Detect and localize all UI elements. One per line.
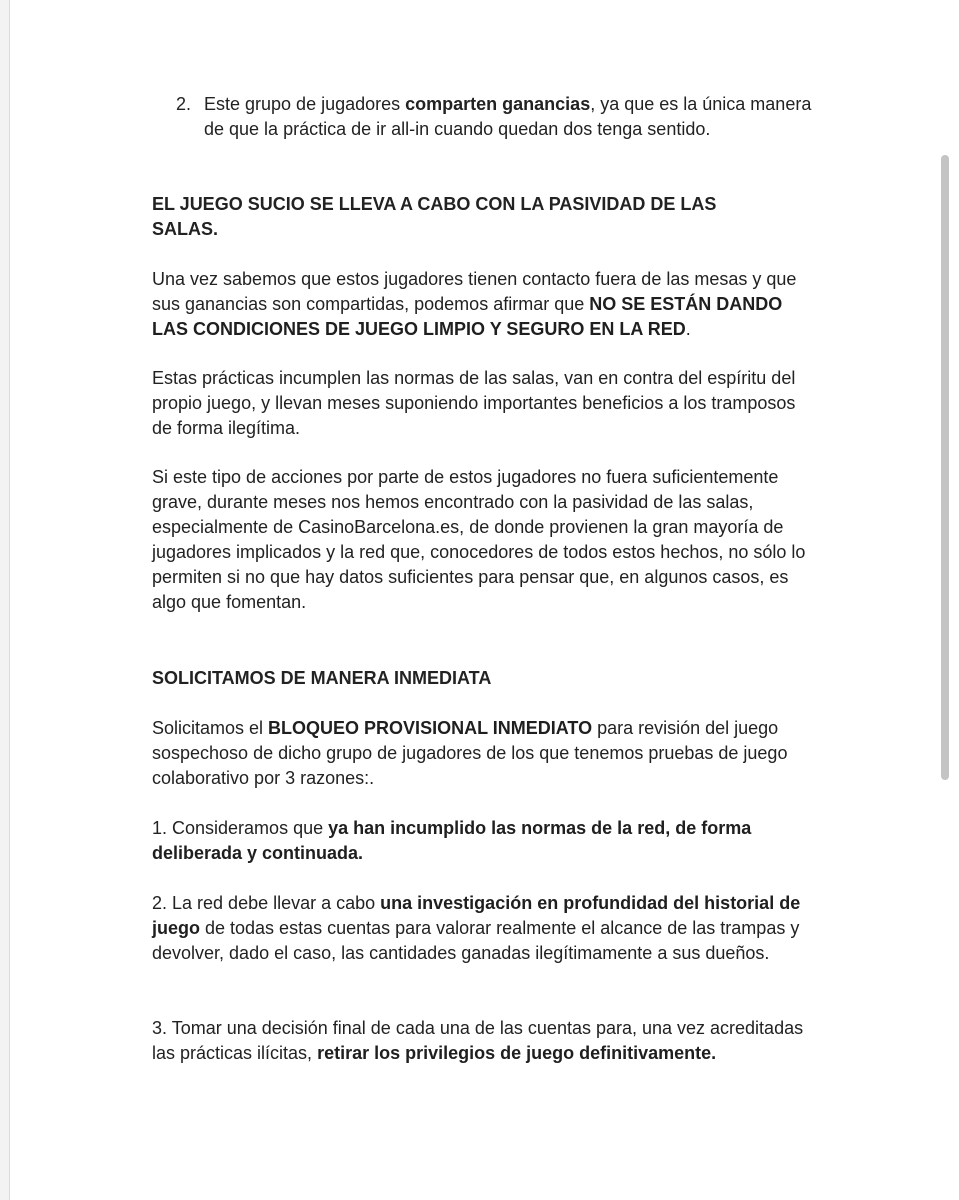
reason-2: 2. La red debe llevar a cabo una investigación en profundidad del historial de juego de todas estas cuentas para valorar realmente el alcance de las trampas y devolver, dado el caso, las cantidades ganadas ilegítimamente a sus dueños. [152,893,801,963]
page-left-edge [0,0,10,1200]
paragraph-condiciones: Una vez sabemos que estos jugadores tienen contacto fuera de las mesas y que sus ganancias son compartidas, podemos afirmar que NO SE ESTÁN DANDO LAS CONDICIONES DE JUEGO LIMPIO Y SEGURO EN LA RED. [152,269,797,339]
reason-1: 1. Consideramos que ya han incumplido las normas de la red, de forma deliberada y continuada. [152,818,752,863]
list-item-text: Este grupo de jugadores comparten ganancias, ya que es la única manera de que la práctica de ir all-in cuando quedan dos tenga sentido. [204,94,812,139]
list-item-2 [178,92,818,142]
section-heading-juego-sucio: EL JUEGO SUCIO SE LLEVA A CABO CON LA PASIVIDAD DE LAS SALAS. [152,194,717,239]
reason-3: 3. Tomar una decisión final de cada una de las cuentas para, una vez acreditadas las prácticas ilícitas, retirar los privilegios de juego definitivamente. [152,1018,804,1063]
paragraph-practicas: Estas prácticas incumplen las normas de las salas, van en contra del espíritu del propio juego, y llevan meses suponiendo importantes beneficios a los tramposos de forma ilegítima. [152,368,796,438]
paragraph-bloqueo: Solicitamos el BLOQUEO PROVISIONAL INMEDIATO para revisión del juego sospechoso de dicho grupo de jugadores de los que tenemos pruebas de juego colaborativo por 3 razones:. [152,718,788,788]
paragraph-pasividad: Si este tipo de acciones por parte de estos jugadores no fuera suficientemente grave, durante meses nos hemos encontrado con la pasividad de las salas, especialmente de CasinoBarcelona.es, de donde provienen la gran mayoría de jugadores implicados y la red que, conocedores de todos estos hechos, no sólo lo permiten si no que hay datos suficientes para pensar que, en algunos casos, es algo que fomentan. [152,467,806,612]
list-number: 2. [176,94,192,114]
section-heading-solicitamos: SOLICITAMOS DE MANERA INMEDIATA [152,668,492,688]
scrollbar-thumb[interactable] [941,155,949,780]
